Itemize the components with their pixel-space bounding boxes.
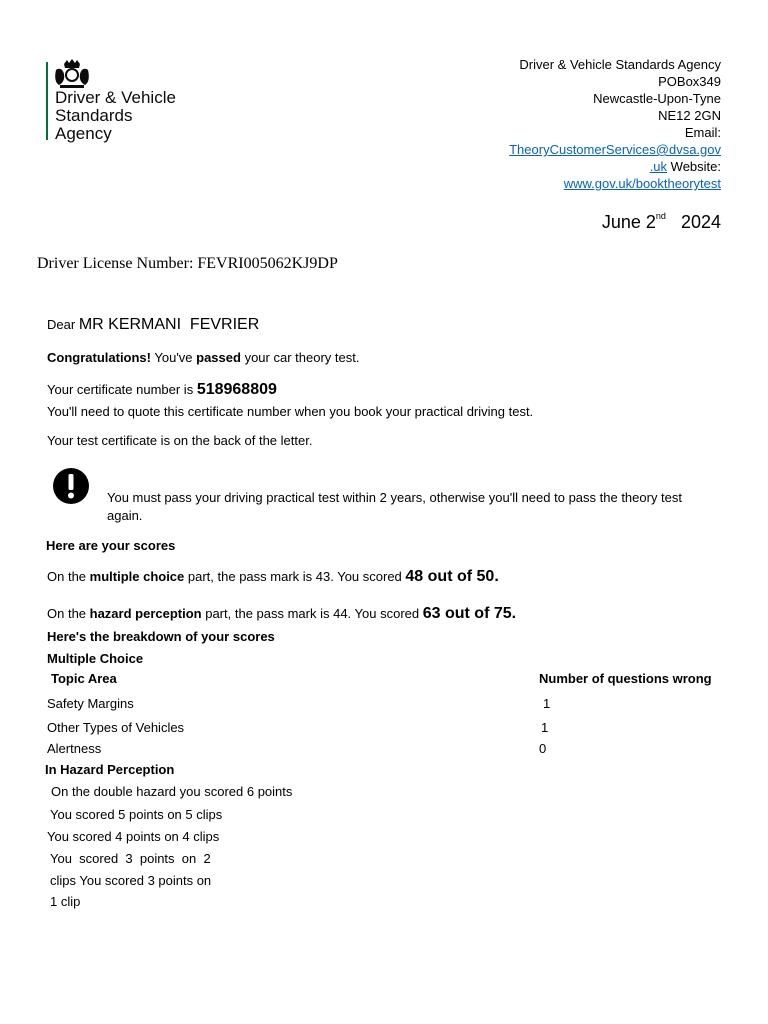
- certificate-number: 518968809: [196, 381, 277, 398]
- mc-end: .: [494, 568, 499, 585]
- website-label: Website:: [670, 159, 721, 174]
- hazard-line: You scored 3 points on 2: [50, 851, 211, 866]
- breakdown-heading: Here's the breakdown of your scores: [47, 629, 275, 644]
- address-city: Newcastle-Upon-Tyne: [593, 91, 721, 106]
- table-row-topic: Alertness: [47, 741, 102, 756]
- certificate-quote-note: You'll need to quote this certificate number when you book your practical driving test.: [47, 404, 534, 419]
- warning-text: You must pass your driving practical test within 2 years, otherwise you'll need to pass the theory test again.: [107, 490, 683, 523]
- congrats-text-2: your car theory test.: [240, 350, 360, 365]
- scores-heading: Here are your scores: [46, 538, 176, 553]
- hazard-line: 1 clip: [50, 894, 81, 909]
- mc-bold: multiple choice: [89, 569, 185, 584]
- mc-pre: On the: [47, 569, 90, 584]
- congrats-bold: Congratulations!: [47, 350, 151, 365]
- multiple-choice-score-line: [47, 568, 499, 586]
- hazard-line: You scored 5 points on 5 clips: [50, 807, 223, 822]
- sender-address: [441, 56, 721, 192]
- mc-score: 48 out of 50: [405, 568, 495, 585]
- logo-line-2: Standards: [55, 106, 133, 125]
- column-questions-wrong: Number of questions wrong: [539, 671, 712, 686]
- hazard-perception-heading: In Hazard Perception: [45, 762, 175, 777]
- table-row-wrong: 0: [539, 741, 547, 756]
- certificate-label: Your certificate number is: [47, 382, 197, 397]
- hazard-line: On the double hazard you scored 6 points: [51, 784, 293, 799]
- exclamation-icon: [52, 467, 90, 505]
- mc-mid: part, the pass mark is 43. You scored: [184, 569, 406, 584]
- hp-pre: On the: [47, 606, 90, 621]
- table-row-topic: Other Types of Vehicles: [47, 720, 185, 735]
- licence-number: Driver License Number: FEVRI005062KJ9DP: [37, 255, 338, 272]
- hp-end: .: [511, 605, 517, 622]
- column-topic-area: Topic Area: [51, 671, 117, 686]
- letter-date: [602, 212, 721, 233]
- table-row-topic: Safety Margins: [47, 696, 134, 711]
- congratulations-line: [47, 350, 359, 365]
- hazard-line: You scored 4 points on 4 clips: [47, 829, 220, 844]
- passed-bold: passed: [196, 350, 241, 365]
- recipient-name: MR KERMANI FEVRIER: [78, 316, 260, 333]
- date-year: 2024: [680, 212, 721, 232]
- greeting-dear: Dear: [47, 317, 76, 332]
- hazard-line: clips You scored 3 points on: [50, 873, 212, 888]
- hp-bold: hazard perception: [89, 606, 202, 621]
- website-link[interactable]: www.gov.uk/booktheorytest: [563, 176, 721, 191]
- address-pobox: POBox349: [658, 74, 721, 89]
- email-link-end[interactable]: .uk: [649, 159, 668, 174]
- logo-bar: [46, 62, 48, 140]
- dvsa-logo-text: [55, 89, 176, 143]
- hp-mid: part, the pass mark is 44. You scored: [201, 606, 423, 621]
- logo-line-1: Driver & Vehicle: [55, 88, 176, 107]
- address-org: Driver & Vehicle Standards Agency: [519, 57, 721, 72]
- greeting: [47, 316, 259, 334]
- date-suffix: nd: [655, 211, 666, 221]
- address-postcode: NE12 2GN: [658, 108, 721, 123]
- multiple-choice-heading: Multiple Choice: [47, 651, 144, 666]
- royal-crest-icon: [52, 58, 92, 90]
- certificate-line: [47, 381, 277, 399]
- table-row-wrong: 1: [543, 696, 551, 711]
- logo-line-3: Agency: [55, 124, 112, 143]
- congrats-text-1: You've: [151, 350, 197, 365]
- table-row-wrong: 1: [541, 720, 549, 735]
- email-label: Email:: [684, 125, 721, 140]
- hazard-perception-score-line: [47, 605, 516, 623]
- certificate-back-note: Your test certificate is on the back of the letter.: [47, 433, 313, 448]
- email-link[interactable]: TheoryCustomerServices@dvsa.gov: [509, 142, 721, 157]
- hp-score: 63 out of 75: [422, 605, 512, 622]
- date-month-day: June 2: [601, 212, 656, 232]
